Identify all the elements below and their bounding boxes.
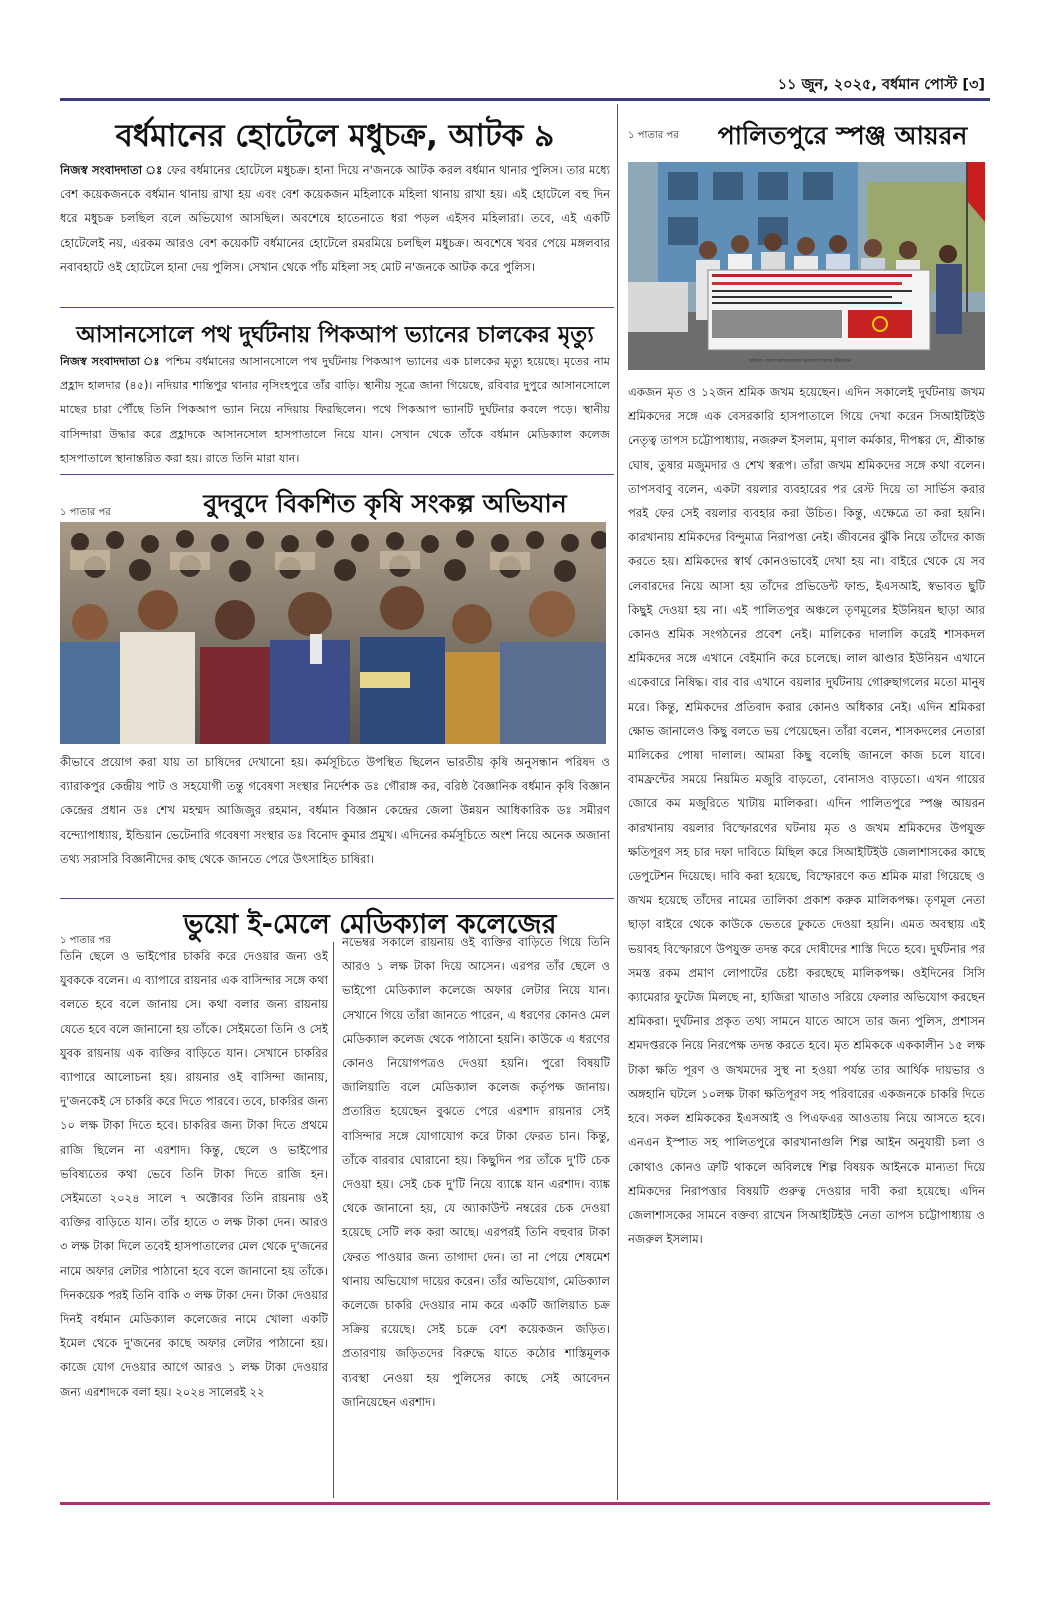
dateline: ১১ জুন, ২০২৫, বর্ধমান পোস্ট: [777, 77, 958, 93]
page-number: [৩]: [962, 77, 985, 93]
header-rule: [60, 98, 990, 101]
story5-body: একজন মৃত ও ১২জন শ্রমিক জখম হয়েছেন। এদিন সকালেই দুর্ঘটনায় জখম শ্রমিকদের সঙ্গে এক বেসরকারি হাসপাতালে গিয়ে দেখা করেন সিআইটিইউ নেতৃত্ব তাপস চট্টোপাধ্যায়, নজরুল ইসলাম, মৃণাল কর্মকার, দীপঙ্কর দে, শ্রীকান্ত ঘোষ, তুষার মজুমদার ও শেখ স্বরূপ। তাঁরা জখম শ্রমিকদের সঙ্গে কথা বলেন। তাপসবাবু বলেন, একটা বয়লার ব্যবহারের পর রেস্ট দিয়ে তা সার্ভিস করার পরই ফের সেই বয়লার ব্যবহার করা উচিত। কিন্তু, এক্ষেত্রে তা করা হয়নি। কারখানায় শ্রমিকদের বিন্দুমাত্র নিরাপত্তা নেই। জীবনের ঝুঁকি নিয়ে তাঁদের কাজ করতে হয়। শ্রমিকদের স্বার্থ কোনওভাবেই দেখা হয় না। বাইরে থেকে যে সব লেবারদের নিয়ে আসা হয় তাঁদের প্রভিডেন্ট ফান্ড, ইএসআই, স্বভাবত ছুটি কিছুই দেওয়া হয় না। এই পালিতপুর অঞ্চলে তৃণমূলের ইউনিয়ন ছাড়া আর কোনও শ্রমিক সংগঠনের প্রবেশ নেই। মালিকের দালালি করেই শাসকদল শ্রমিকদের সঙ্গে এখানে বেইমানি করে চলেছে। লাল ঝাণ্ডার ইউনিয়ন এখানে একেবারে নিষিদ্ধ। বার বার এখানে বয়লার দুর্ঘটনায় গোরুছাগলের মতো মানুষ মরে। কিন্তু, শ্রমিকদের প্রতিবাদ করার কোনও অধিকার নেই। এদিন শ্রমিকরা ক্ষোভ জানালেও কিছু বলতে ভয় পেয়েছেন। তাঁরা বলেন, শাসকদলের নেতারা মালিকের পোষা দালাল। আমরা কিছু বলেছি জানলে কাজ চলে যাবে। বামফ্রন্টের সময়ে নিয়মিত মজুরি বাড়তো, বোনাসও বাড়তো। এখন গায়ের জোরে কম মজুরিতে খাটায় মালিকরা। এদিন পালিতপুরে স্পঞ্জ আয়রন কারখানায় বয়লার বিস্ফোরণের ঘটনায় মৃত ও জখম শ্রমিকদের উপযুক্ত ক্ষতিপূরণ সহ চার দফা দাবিতে মিছিল করে সিআইটিইউ জেলাশাসকের কাছে ডেপুটেশন দিয়েছে। দাবি করা হয়েছে, বিস্ফোরণে কত শ্রমিক মারা গিয়েছে ও জখম হয়েছে তাঁদের নামের তালিকা প্রকাশ করুক মালিকপক্ষ। তৃণমূল নেতা ছাড়া বাইরে থেকে কাউকে ভেতরে ঢুকতে দেওয়া হয়নি। এমত অবস্থায় এই ভয়াবহ বিস্ফোরণে উপযুক্ত তদন্ত করে দোষীদের শাস্তি দিতে হবে। দুর্ঘটনার পর সমস্ত রকম প্রমাণ লোপাটের চেষ্টা করছেছে মালিকপক্ষ। ওইদিনের সিসি ক্যামেরার ফুটেজ মিলছে না, হাজিরা খাতাও সরিয়ে ফেলার অভিযোগ করছেন শ্রমিকরা। দুর্ঘটনার প্রকৃত তথ্য সামনে যাতে আসে তার জন্য পুলিস, প্রশাসন শ্রমদপ্তরকে নিয়ে নিরপেক্ষ তদন্ত করতে হবে। মৃত শ্রমিককে এককালীন ১৫ লক্ষ টাকা ক্ষতি পূরণ ও জখমদের সুস্থ না হওয়া পর্যন্ত তার আর্থিক দায়ভার ও অঙ্গহানি ঘটলে ১০লক্ষ টাকা ক্ষতিপূরণ সহ পরিবারের একজনকে চাকরি দিতে হবে। সকল শ্রমিককের ইএসআই ও পিএফএর আওতায় নিয়ে আসতে হবে। এনএন ইস্পাত সহ পালিতপুরে কারখানাগুলি শিল্প আইন অনুযায়ী চলা ও কোথাও কোনও ত্রুটি থাকলে অবিলম্বে শিল্প বিষয়ক আইনকে মান্যতা দিয়ে শ্রমিকদের নিরাপত্তার বিষয়টি গুরুত্ব দেওয়ার দাবী করা হয়েছে। এদিন জেলাশাসকের সামনে বক্তব্য রাখেন সিআইটিইউ নেতা তাপস চট্টোপাধ্যায় ও নজরুল ইসলাম।: [628, 385, 985, 1247]
story4-kicker: ১ পাতার পর: [60, 935, 111, 946]
footer-rule: [60, 1502, 990, 1505]
divider-3: [60, 898, 614, 899]
farmers-meeting-photo: [60, 522, 606, 744]
story2-lead: নিজস্ব সংবাদদাতা ঃ: [60, 355, 161, 368]
story2-text: পশ্চিম বর্ধমানের আসানসোলে পথ দুর্ঘটনায় পিকআপ ভ্যানের এক চালকের মৃত্যু হয়েছে। মৃতের নাম প্রহ্লাদ হালদার (৪৫)। নদিয়ার শান্তিপুর থানার নৃসিংহপুরে তাঁর বাড়ি। স্থানীয় সূত্রে জানা গিয়েছে, রবিবার দুপুরে আসানসোলে মাছের চারা পৌঁছে তিনি পিকআপ ভ্যান নিয়ে নদিয়ায় ফিরছিলেন। পথে পিকআপ ভ্যানটি দুর্ঘটনার কবলে পড়ে। স্থানীয় বাসিন্দারা উদ্ধার করে প্রহ্লাদকে আসানসোল হাসপাতালে নিয়ে যান। সেখান থেকে তাঁকে বর্ধমান মেডিক্যাল কলেজ হাসপাতালে স্থানান্তরিত করা হয়। রাতে তিনি মারা যান।: [60, 355, 610, 465]
story2-body: [60, 350, 610, 472]
story4-col1: তিনি ছেলে ও ভাইপোর চাকরি করে দেওয়ার জন্য ওই যুবককে বলেন। এ ব্যাপারে রায়নার এক বাসিন্দার সঙ্গে কথা বলতে হবে বলে জানায় সে। কথা বলার জন্য রায়নায় যেতে হবে বলে জানানো হয় তাঁকে। সেইমতো তিনি ও সেই যুবক রায়নায় এক ব্যক্তির বাড়িতে যান। সেখানে চাকরির ব্যাপারে আলোচনা হয়। রায়নার ওই বাসিন্দা জানায়, দু'জনকেই সে চাকরি করে দিতে পারবে। তবে, চাকরির জন্য ১০ লক্ষ টাকা দিতে হবে। চাকরির জন্য টাকা দিতে প্রথমে রাজি ছিলেন না এরশাদ। কিন্তু, ছেলে ও ভাইপোর ভবিষ্যতের কথা ভেবে তিনি টাকা দিতে রাজি হন। সেইমতো ২০২৪ সালে ৭ অক্টোবর তিনি রায়নায় ওই ব্যক্তির বাড়িতে যান। তাঁর হাতে ৩ লক্ষ টাকা দেন। আরও ৩ লক্ষ টাকা দিলে তবেই হাসপাতালের মেল থেকে দু'জনের নামে অফার লেটার পাঠানো হবে বলে জানানো হয় তাঁকে। দিনকয়েক পরই তিনি বাকি ৩ লক্ষ টাকা দেন। টাকা দেওয়ার দিনই বর্ধমান মেডিক্যাল কলেজের নামে খোলা একটি ইমেল থেকে দু'জনের কাছে অফার লেটার পাঠানো হয়। কাজে যোগ দেওয়ার আগে আরও ১ লক্ষ টাকা দেওয়ার জন্য এরশাদকে বলা হয়। ২০২৪ সালেরই ২২: [60, 949, 328, 1399]
story2-headline: আসানসোলে পথ দুর্ঘটনায় পিকআপ ভ্যানের চালকের মৃত্যু: [76, 322, 594, 348]
page-header: [60, 74, 985, 100]
story3-headline: বুদবুদে বিকশিত কৃষি সংকল্প অভিযান: [203, 489, 567, 518]
story1-lead: নিজস্ব সংবাদদাতা ঃ: [60, 163, 163, 177]
photo-banner-caption: বর্ধমান জেলা অ্যাডভাকেট অ্যাসোসিয়েশন ইউনিয়ন: [749, 358, 851, 364]
story4-column-divider: [333, 942, 334, 1498]
story3-body: কীভাবে প্রয়োগ করা যায় তা চাষিদের দেখানো হয়। কর্মসূচিতে উপস্থিত ছিলেন ভারতীয় কৃষি অনুসন্ধান পরিষদ ও ব্যারাকপুর কেন্দ্রীয় পাট ও সহযোগী তন্তু গবেষণা সংস্থার নির্দেশক ডঃ গৌরাঙ্গ কর, বরিষ্ঠ বৈজ্ঞানিক বর্ধমান কৃষি বিজ্ঞান কেন্দ্রের প্রধান ডঃ শেখ মহম্মদ আজিজুর রহমান, বর্ধমান বিজ্ঞান কেন্দ্রের জেলা উন্নয়ন আধিকারিক ডঃ সমীরণ বন্দ্যোপাধ্যায়, ইন্ডিয়ান ভেটেনারি গবেষণা সংস্থার ডঃ বিনোদ কুমার প্রমুখ। এদিনের কর্মসূচিতে অংশ নিয়ে অনেক অজানা তথ্য সরাসরি বিজ্ঞানীদের কাছ থেকে জানতে পেরে উৎসাহিত চাষিরা।: [60, 755, 610, 866]
story3-kicker: ১ পাতার পর: [60, 507, 111, 518]
divider-2: [60, 474, 614, 475]
story1-body: [60, 158, 610, 304]
story5-headline: পালিতপুরে স্পঞ্জ আয়রন: [717, 121, 968, 150]
center-column-divider: [617, 104, 618, 1500]
story5-kicker: ১ পাতার পর: [628, 130, 679, 141]
story4-col2: নভেম্বর সকালে রায়নায় ওই ব্যক্তির বাড়িতে গিয়ে তিনি আরও ১ লক্ষ টাকা দিয়ে আসেন। এরপর তাঁর ছেলে ও ভাইপো মেডিক্যাল কলেজে অফার লেটার নিয়ে যান। সেখানে গিয়ে তাঁরা জানতে পারেন, এ ধরণের কোনও মেল মেডিক্যাল কলেজ থেকে পাঠানো হয়নি। কাউকে এ ধরণের কোনও নিয়োগপত্রও দেওয়া হয়নি। পুরো বিষয়টি জালিয়াতি বলে মেডিক্যাল কলেজ কর্তৃপক্ষ জানায়। প্রতারিত হয়েছেন বুঝতে পেরে এরশাদ রায়নার সেই বাসিন্দার সঙ্গে যোগাযোগ করে টাকা ফেরত চান। কিন্তু, তাঁকে বারবার ঘোরানো হয়। কিছুদিন পর তাঁকে দু'টি চেক দেওয়া হয়। সেই চেক দু'টি নিয়ে ব্যাঙ্কে যান এরশাদ। ব্যাঙ্ক থেকে জানানো হয়, যে অ্যাকাউন্ট নম্বরের চেক দেওয়া হয়েছে সেটি লক করা আছে। এরপরই তিনি বহুবার টাকা ফেরত পাওয়ার জন্য তাগাদা দেন। তা না পেয়ে শেষমেশ থানায় অভিযোগ দায়ের করেন। তাঁর অভিযোগ, মেডিক্যাল কলেজে চাকরি দেওয়ার নাম করে একটি জালিয়াত চক্র সক্রিয় রয়েছে। সেই চক্রে বেশ কয়েকজন জড়িত। প্রতারণায় জড়িতদের বিরুদ্ধে যাতে কঠোর শাস্তিমূলক ব্যবস্থা নেওয়া হয় পুলিসের কাছে সেই আবেদন জানিয়েছেন এরশাদ।: [342, 935, 610, 1409]
story1-text: ফের বর্ধমানের হোটেলে মধুচক্র। হানা দিয়ে ন'জনকে আটক করল বর্ধমান থানার পুলিস। তার মধ্যে বেশ কয়েকজনকে বর্ধমান থানায় রাখা হয় এবং বেশ কয়েকজন মহিলাকে মহিলা থানায় রাখা হয়। এই হোটেলে বহু দিন ধরে মধুচক্র চলছিল বলে অভিযোগ আসছিল। অবশেষে হাতেনাতে ধরা পড়ল এইসব মহিলারা। তবে, এই একটি হোটেলেই নয়, এরকম আরও বেশ কয়েকটি বর্ধমানের হোটেলে রমরমিয়ে চলছিল মধুচক্র। অবশেষে খবর পেয়ে মঙ্গলবার নবাবহাটে ওই হোটেলে হানা দেয় পুলিস। সেখান থেকে পাঁচ মহিলা সহ মোট ন'জনকে আটক করে পুলিস।: [60, 163, 610, 274]
story1-headline: বর্ধমানের হোটেলে মধুচক্র, আটক ৯: [115, 118, 555, 154]
divider-1: [60, 307, 614, 308]
story4-headline: ভুয়ো ই-মেলে মেডিক্যাল কলেজের: [183, 909, 557, 940]
protest-rally-photo: [628, 162, 985, 370]
